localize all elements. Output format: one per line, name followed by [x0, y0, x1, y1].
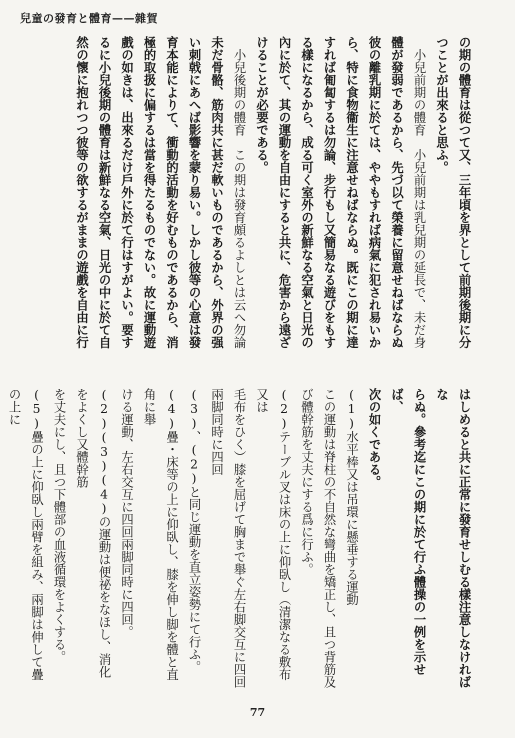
text-line: る樣になるから、成る可く室外の新鮮なる空氣と日光の	[299, 36, 315, 349]
text-line: つことが出來ると思ふ。	[434, 36, 450, 174]
text-line: (5)疊の上に仰臥し兩臂を組み、兩脚は伸して疊の上に	[7, 388, 44, 681]
text-line	[0, 388, 3, 688]
text-line: はしめると共に正常に發育せしむる樣注意しなければな	[434, 388, 472, 688]
text-line: 然の懷に抱れつつ彼等の欲するがままの遊戲を自由に行	[74, 36, 90, 349]
text-line: (2)(3)(4)の運動は便祕をなほし、消化をよくし又體幹筋	[74, 388, 111, 679]
text-line: の期の體育は從つて又、三年頃を界として前期後期に分	[457, 36, 472, 349]
text-line: ら、特に食物衞生に注意せねばならぬ。既にこの期に達	[344, 36, 360, 349]
text-line: (2)テーブル叉は床の上に仰臥し（清潔なる敷布又は	[254, 388, 291, 681]
text-line: 小兒後期の體育 この期は發育頗るよしとは云へ勿論	[232, 36, 246, 349]
text-line: けることが必要である。	[254, 36, 270, 174]
text-column-bottom	[7, 388, 475, 688]
text-line: 彼の離乳期に於ては、ややもすれば病氣に犯され易いか	[367, 36, 382, 349]
text-line: 小兒前期の體育 小兒前期は乳兒期の延長で、未だ身	[412, 36, 426, 349]
text-line: 兩脚同時に四回	[209, 388, 224, 476]
text-line: 極的取扱に偏するは當を得たるものでない。故に運動遊	[142, 36, 157, 349]
text-line: 戲の如きは、出來るだけ戶外に於て行はすがよい。要す	[119, 36, 135, 349]
page-number: 77	[249, 706, 266, 719]
text-line: すれば匍匐するは勿論、步行もし又簡易なる遊びをもす	[322, 36, 337, 349]
text-line: 內に於て、其の運動を自由にすると共に、危害から遠ざ	[277, 36, 292, 349]
text-line: るに小兒後期の體育は新鮮なる空氣、日光の中に於て自	[97, 36, 112, 349]
text-line: 毛布をひく）膝を屈げて胸まで舉ぐ左右脚交互に四回	[232, 388, 246, 688]
text-line: び體幹筋を丈夫にする爲に行ふ。	[299, 388, 314, 576]
text-line: を丈夫にし、且つ下體部の血液循環をよくする。	[52, 388, 66, 663]
running-head: 兒童の發育と體育——雜賀	[20, 12, 158, 25]
text-line: ける運動、左右交互に四回兩脚同時に四回。	[119, 388, 134, 638]
text-column-top	[55, 36, 475, 356]
text-line: らぬ。參考迄にこの期に於て行ふ體操の一例を示せば、	[389, 388, 427, 676]
text-line: 次の如くである。	[367, 388, 382, 488]
text-line: この運動は脊柱の不自然な彎曲を矯正し、且つ背筋及	[322, 388, 336, 688]
text-line: (4)疊・床等の上に仰臥し、膝を伸し脚を體と直角に舉	[142, 388, 179, 681]
text-line: (1)水平棒又は吊環に懸垂する運動	[344, 388, 359, 606]
text-line: (3)、(2)と同じ運動を直立姿勢にて行ふ。	[187, 388, 201, 674]
text-line: い刺戟にあへば影響を蒙り易い。しかし彼等の心意は發	[187, 36, 202, 349]
text-line: 體が發弱であるから、先づ以て榮養に留意せねばならぬ	[389, 36, 405, 349]
text-line: 未だ骨骼、筋肉共に甚だ軟いものであるから、外界の强	[209, 36, 225, 349]
text-line: 育本能によりて、衝動的活動を好むものであるから、消	[164, 36, 180, 349]
